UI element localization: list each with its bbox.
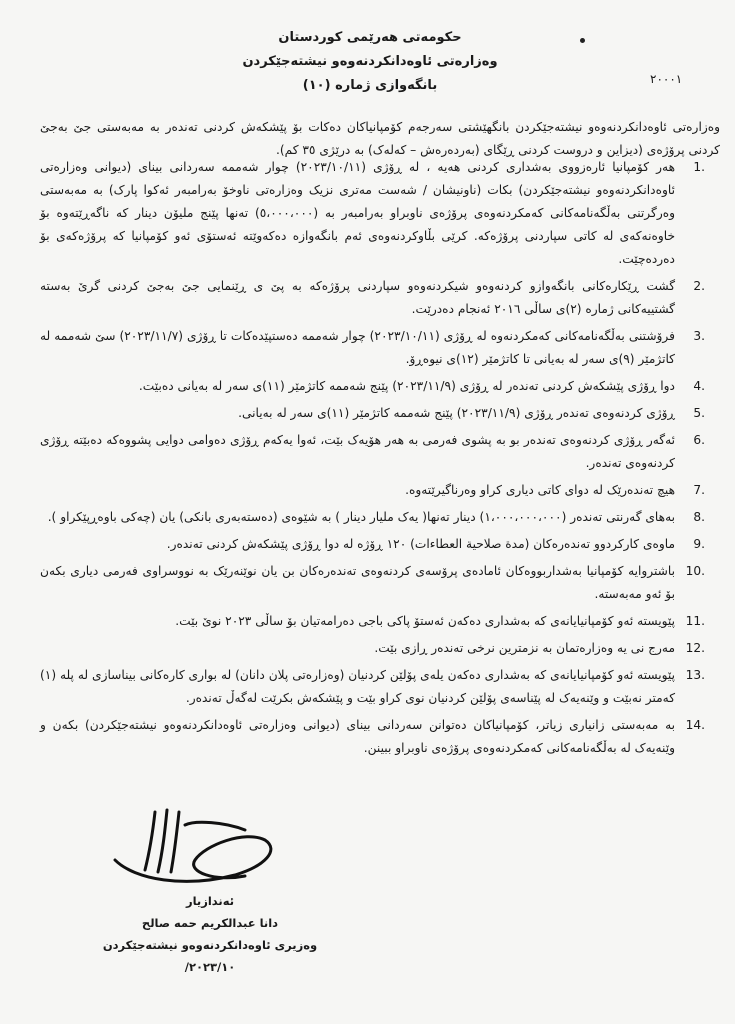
item-number: .1 [693, 160, 705, 174]
list-item [40, 325, 705, 371]
item-text: پێویستە ئەو کۆمپانیایانەی کە بەشداری دەکەن یلەی پۆلێن کردنیان (وەزارەتی پلان دانان) لە بواری کارەکانی بیناسازی لە پلە (١) کەمتر نەبێت و وێنەیەک لە پێناسەی پۆلێن کردنیان نوی کراو بێت و پێشکەش بکرێت لەگەڵ تەندەر. [40, 668, 675, 705]
conditions-list [40, 156, 705, 764]
list-item [40, 610, 705, 633]
item-text: ڕۆژی کردنەوەی تەندەر ڕۆژی (٢٠٢٣/١١/٩) پێنج شەممە کاتژمێر (١١)ی سەر لە بەیانی. [238, 406, 675, 420]
item-number: .7 [693, 483, 705, 497]
item-number: .2 [693, 279, 705, 293]
item-text: پێویستە ئەو کۆمپانیایانەی کە بەشداری دەکەن ئەستۆ پاکی باجی دەرامەتیان بۆ ساڵی ٢٠٢٣ نوێ بێت. [175, 614, 675, 628]
signature-block [95, 800, 325, 1020]
item-number: .6 [693, 433, 705, 447]
item-text: مەرج نی یە وەزارەتمان بە نزمترین نرخی تەندەر ڕازی بێت. [374, 641, 675, 655]
item-text: هیچ تەندەرێک لە دوای کاتی دیاری کراو وەرناگیرێتەوە. [405, 483, 675, 497]
reference-mark: ٢٠٠٠١ [650, 72, 683, 86]
item-number: .8 [693, 510, 705, 524]
list-item [40, 429, 705, 475]
list-item [40, 560, 705, 606]
item-number: .11 [685, 614, 705, 628]
signer-role: ئەندازیار [185, 894, 235, 908]
list-item [40, 664, 705, 710]
item-number: .12 [685, 641, 705, 655]
government-name: حکومەتی هەرێمی کوردستان [278, 30, 462, 45]
list-item [40, 714, 705, 760]
ink-dot [580, 38, 585, 43]
letterhead [180, 26, 560, 98]
item-text: گشت ڕێکارەکانی بانگەوازو کردنەوەو شیکردنەوەو سپاردنی پرۆژەکە بە پێ ی ڕێنمایی جێ بەجێ کردنی گرێ بەستە گشتییەکانی ژمارە (٢)ی ساڵی ٢٠١٦ ئەنجام دەدرێت. [40, 279, 675, 316]
item-text: دوا ڕۆژی پێشکەش کردنی تەندەر لە ڕۆژی (٢٠٢٣/١١/٩) پێنج شەممە کاتژمێر (١١)ی سەر لە بەیانی دەبێت. [138, 379, 675, 393]
item-text: باشتروایە کۆمپانیا بەشداربووەکان ئامادەی پرۆسەی کردنەوەی تەندەرەکان بن یان نوێنەرێک بە نووسراوی فەرمی دیاری بکەن بۆ ئەو مەبەستە. [40, 564, 675, 601]
item-number: .5 [693, 406, 705, 420]
item-number: .9 [693, 537, 705, 551]
item-number: .14 [685, 718, 705, 732]
item-text: بەهای گەرنتی تەندەر (١،٠٠٠،٠٠٠،٠٠٠) دینار تەنها( یەک ملیار دینار ) بە شێوەی (دەستەبەری بانکی) یان (چەکی باوەڕپێکراو ). [47, 510, 675, 524]
item-number: .3 [693, 329, 705, 343]
handwritten-signature [95, 800, 295, 890]
item-number: .4 [693, 379, 705, 393]
list-item [40, 375, 705, 398]
list-item [40, 479, 705, 502]
item-number: .13 [685, 668, 705, 682]
list-item [40, 275, 705, 321]
signer-name: دانا عبدالکریم حمە صالح [141, 916, 279, 930]
list-item [40, 402, 705, 425]
signer-title: وەزیری ئاوەدانکردنەوەو نیشتەجێکردن [102, 938, 318, 952]
item-text: هەر کۆمپانیا ئارەزووی بەشداری کردنی هەیە ، لە ڕۆژی (٢٠٢٣/١٠/١١) چوار شەممە سەردانی بینای (دیوانی وەزارەتی ئاوەدانکردنەوەو نیشتەجێکردن) بکات (ناونیشان / شەست مەتری نزیک وەزارەتی ناوخۆ بەرامبەر ئەکوا پارک) بە مەبەستی وەرگرتنی بەڵگەنامەکانی کەمکردنەوەی پرۆژەی ناوبراو بەرامبەر بە (٥،٠٠٠،٠٠٠) تەنها پێنج ملیۆن دینار کە ناگەڕێتەوە بۆ خاوەنەکەی لە کاتی سپاردنی پرۆژەکە. کرێی بڵاوکردنەوەی ئەم بانگەوازە دەکەوێتە ئەستۆی ئەو کۆمپانیا کە پرۆژەکەی بۆ دەردەچێت. [40, 160, 676, 266]
item-text: ئەگەر ڕۆژی کردنەوەی تەندەر بو بە پشوی فەرمی بە هەر هۆیەک بێت، ئەوا یەکەم ڕۆژی دەوامی دوایی پشووەکە دەبێتە ڕۆژی کردنەوەی تەندەر. [40, 433, 675, 470]
intro-paragraph: وەزارەتی ئاوەدانکردنەوەو نیشتەجێکردن بانگهێشتی سەرجەم کۆمپانیاکان دەکات بۆ پێشکەش کردنی تەندەر بە مەبەستی جێ بەجێ کردنی پرۆژەی (دیزاین و دروست کردنی ڕێگای (بەردەرەش – کەلەک) بە درێژی ٣٥ کم). [40, 120, 720, 157]
announcement-number: بانگەوازی ژمارە (١٠) [302, 78, 438, 93]
list-item [40, 156, 705, 271]
item-text: ماوەی کارکردوو تەندەرەکان (مدة صلاحیة العطاءات) ١٢٠ ڕۆژە لە دوا ڕۆژی پێشکەش کردنی تەندەر. [166, 537, 675, 551]
signature-date: ٢٠٢٣/١٠/ [184, 960, 236, 974]
list-item [40, 637, 705, 660]
ministry-name: وەزارەتی ئاوەدانکردنەوەو نیشتەجێکردن [242, 54, 498, 69]
list-item [40, 533, 705, 556]
item-text: بە مەبەستی زانیاری زیاتر، کۆمپانیاکان دەتوانن سەردانی بینای (دیوانی وەزارەتی ئاوەدانکردنەوەو نیشتەجێکردن) بکەن و وێنەیەک لە بەڵگەنامەکانی کەمکردنەوەی پرۆژەی ناوبراو ببینن. [40, 718, 675, 755]
list-item [40, 506, 705, 529]
item-text: فرۆشتنی بەڵگەنامەکانی کەمکردنەوە لە ڕۆژی (٢٠٢٣/١٠/١١) چوار شەممە دەستپێدەکات تا ڕۆژی (٢٠٢٣/١١/٧) سێ شەممە لە کاتژمێر (٩)ی سەر لە بەیانی تا کاتژمێر (١٢)ی نیوەڕۆ. [40, 329, 675, 366]
item-number: .10 [685, 564, 705, 578]
